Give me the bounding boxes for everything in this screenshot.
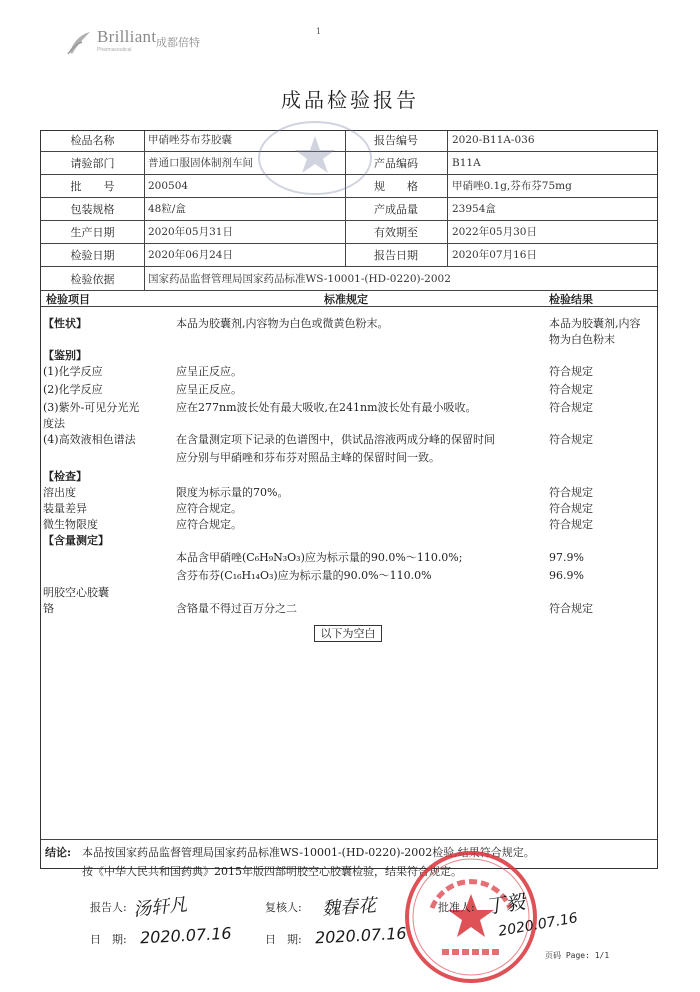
ident-3-standard: 应在277nm波长处有最大吸收,在241nm波长处有最小吸收。 — [176, 401, 477, 414]
basis-value: 国家药品监督管理局国家药品标准WS-10001-(HD-0220)-2002 — [148, 273, 451, 285]
page-mark: 1 — [316, 27, 322, 36]
conclusion-line2: 按《中华人民共和国药典》2015年版四部明胶空心胶囊检验，结果符合规定。 — [82, 865, 462, 878]
ident-4-standard-line1: 在含量测定项下记录的色谱图中，供试品溶液两成分峰的保留时间 — [176, 433, 495, 446]
blank-below-marker: 以下为空白 — [314, 625, 382, 642]
brand-subtitle: Pharmaceutical — [97, 47, 132, 53]
mfg-label: 生产日期 — [70, 226, 115, 239]
product-name-label: 检品名称 — [70, 134, 115, 147]
test-date-value: 2020年06月24日 — [148, 249, 233, 261]
reviewer-date-label: 日 期: — [265, 933, 302, 946]
appearance-result-line2: 物为白色粉末 — [549, 333, 615, 346]
ident-2-standard: 应呈正反应。 — [176, 383, 242, 396]
ident-4-result: 符合规定 — [549, 433, 593, 446]
capsule-item-line2: 铬 — [43, 602, 54, 615]
col-standard-header: 标准规定 — [324, 293, 368, 306]
reviewer-signature: 魏春花 — [321, 895, 377, 920]
dept-label: 请验部门 — [70, 157, 115, 170]
pack-value: 48粒/盒 — [148, 203, 186, 215]
brand-name-cn: 成都倍特 — [156, 36, 200, 49]
weight-variation-item: 装量差异 — [43, 502, 87, 515]
approver-label: 批准人: — [438, 901, 475, 914]
section-appearance: 【性状】 — [43, 317, 87, 330]
section-assay: 【含量测定】 — [43, 534, 109, 547]
reporter-date: 2020.07.16 — [139, 923, 233, 948]
test-date-label: 检验日期 — [70, 249, 115, 262]
red-seal-stamp — [402, 848, 540, 986]
exp-label: 有效期至 — [374, 226, 418, 239]
report-title: 成品检验报告 — [281, 88, 419, 112]
batch-value: 200504 — [148, 180, 189, 192]
assay-2-standard: 含芬布芬(C₁₆H₁₄O₃)应为标示量的90.0%～110.0% — [176, 569, 432, 582]
spec-value: 甲硝唑0.1g,芬布芬75mg — [452, 180, 572, 192]
assay-1-standard: 本品含甲硝唑(C₆H₉N₃O₃)应为标示量的90.0%～110.0%; — [176, 551, 463, 564]
dissolution-item: 溶出度 — [43, 486, 76, 499]
qty-label: 产成品量 — [374, 203, 418, 216]
section-identification: 【鉴别】 — [43, 349, 87, 362]
ident-1-standard: 应呈正反应。 — [176, 365, 242, 378]
product-name-value: 甲硝唑芬布芬胶囊 — [148, 134, 232, 146]
ident-3-item-line1: (3)紫外-可见分光光 — [43, 401, 140, 414]
brilliant-logo-icon — [66, 30, 92, 56]
qty-value: 23954盒 — [452, 203, 496, 215]
basis-label: 检验依据 — [70, 273, 115, 286]
ident-4-item: (4)高效液相色谱法 — [43, 433, 136, 446]
page-number: 页码 Page: 1/1 — [545, 951, 610, 960]
chromium-standard: 含铬量不得过百万分之二 — [176, 602, 297, 615]
microbial-result: 符合规定 — [549, 518, 593, 531]
code-value: B11A — [452, 157, 481, 169]
col-item-header: 检验项目 — [46, 293, 90, 306]
mfg-value: 2020年05月31日 — [148, 226, 233, 238]
ident-1-result: 符合规定 — [549, 365, 593, 378]
section-inspection: 【检查】 — [43, 470, 87, 483]
code-label: 产品编码 — [374, 157, 418, 170]
reviewer-date: 2020.07.16 — [314, 923, 408, 948]
assay-2-result: 96.9% — [549, 569, 584, 582]
ident-4-standard-line2: 应分别与甲硝唑和芬布芬对照品主峰的保留时间一致。 — [176, 451, 440, 464]
report-date-value: 2020年07月16日 — [452, 249, 537, 261]
dept-value: 普通口服固体制剂车间 — [148, 157, 253, 169]
capsule-item-line1: 明胶空心胶囊 — [43, 586, 109, 599]
exp-value: 2022年05月30日 — [452, 226, 537, 238]
reporter-label: 报告人: — [90, 901, 127, 914]
ident-2-result: 符合规定 — [549, 383, 593, 396]
report-no-value: 2020-B11A-036 — [452, 134, 535, 146]
ident-3-result: 符合规定 — [549, 401, 593, 414]
appearance-result-line1: 本品为胶囊剂,内容 — [549, 317, 641, 330]
conclusion-label: 结论: — [45, 846, 72, 859]
report-no-label: 报告编号 — [374, 134, 418, 147]
ident-3-item-line2: 度法 — [43, 417, 65, 430]
weight-variation-result: 符合规定 — [549, 502, 593, 515]
report-date-label: 报告日期 — [374, 249, 418, 262]
brand-name: Brilliant — [97, 27, 157, 46]
spec-label: 规 格 — [374, 180, 418, 193]
reporter-date-label: 日 期: — [90, 933, 127, 946]
col-result-header: 检验结果 — [549, 293, 593, 306]
pack-label: 包装规格 — [70, 203, 115, 216]
appearance-standard: 本品为胶囊剂,内容物为白色或微黄色粉末。 — [176, 317, 389, 330]
batch-label: 批 号 — [70, 180, 115, 193]
weight-variation-standard: 应符合规定。 — [176, 502, 242, 515]
reporter-signature: 汤轩凡 — [132, 894, 189, 921]
reviewer-label: 复核人: — [265, 901, 302, 914]
dissolution-result: 符合规定 — [549, 486, 593, 499]
assay-1-result: 97.9% — [549, 551, 584, 564]
approver-date: 2020.07.16 — [497, 910, 579, 940]
dissolution-standard: 限度为标示量的70%。 — [176, 486, 289, 499]
chromium-result: 符合规定 — [549, 602, 593, 615]
conclusion-line1: 本品按国家药品监督管理局国家药品标准WS-10001-(HD-0220)-2002检验,结果符合规定。 — [82, 846, 535, 859]
approver-signature: 丁毅 — [483, 889, 527, 919]
microbial-standard: 应符合规定。 — [176, 518, 242, 531]
ident-1-item: (1)化学反应 — [43, 365, 103, 378]
microbial-item: 微生物限度 — [43, 518, 98, 531]
ident-2-item: (2)化学反应 — [43, 383, 103, 396]
